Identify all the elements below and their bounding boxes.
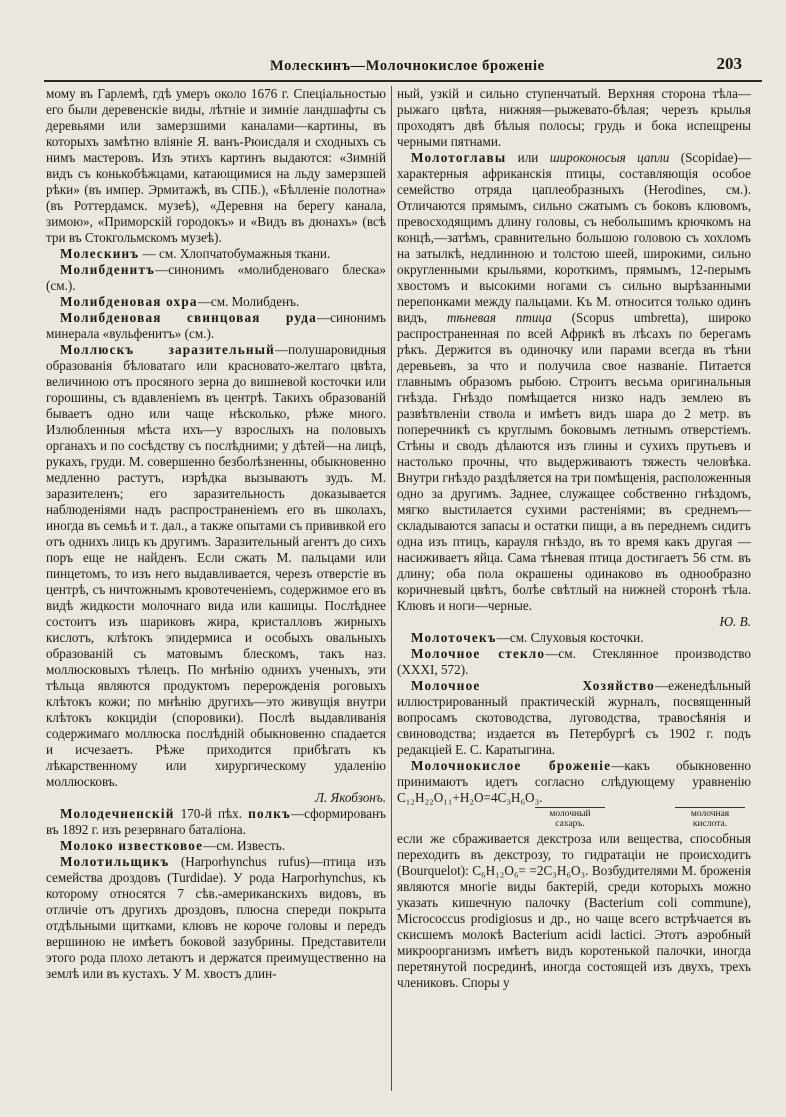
headword: Молочное стекло xyxy=(411,646,546,661)
entry-mollusk: Моллюскъ заразительный—полушаровидныя образованія бѣловатаго или красновато-желтаго цвѣта, величиною отъ просяного зерна до вишневой косточки или горошины, съ вдавленіемъ въ центрѣ. Такихъ образованій бываетъ одно или чаще нѣсколько, рѣже много. Излюбленныя мѣста ихъ—у взрослыхъ на половыхъ органахъ и по сосѣдству съ послѣдними; у дѣтей—на лицѣ, рукахъ, груди. М. совершенно безболѣзненны, обыкновенно медленно растутъ, изрѣдка вызываютъ зудъ. М. заразителенъ; его заразительность доказывается наблюденіями надъ распространеніемъ его въ школахъ, иногда въ семьѣ и т. дал., а также опытами съ прививкой его отъ однихъ лицъ къ другимъ. Заразительный агентъ до сихъ поръ еще не найденъ. Если сжать М. пальцами или пинцетомъ, то изъ него выдавливается, черезъ отверстіе въ центрѣ, съ ничтожнымъ кровотеченіемъ, содержимое его въ видѣ жидкости молочнаго вида или кашицы. Послѣднее состоитъ изъ шариковъ жира, кристалловъ жирныхъ кислотъ, клѣтокъ эпидермиса и особыхъ овальныхъ образованій съ матовымъ блескомъ, такъ наз. моллюсковыхъ тѣлецъ. По мнѣнію однихъ ученыхъ, эти тѣльца являются продуктомъ перерожденія роговыхъ клѣтокъ кожи; по мнѣнію другихъ—это живущія внутри клѣтокъ кокцидіи (споровики). Послѣ выдавливанія содержимаго моллюска послѣдній обыкновенно спадается и исчезаетъ. Рѣже приходится прибѣгать къ лѣкарственному или хирургическому удаленію моллюсковъ. Л. Якобзонъ. xyxy=(46,342,386,805)
headword: Молочное Хозяйство xyxy=(411,678,655,693)
headword: Молибденитъ xyxy=(60,262,156,277)
right-column xyxy=(397,86,751,991)
entry-molotochek: Молоточекъ—см. Слуховыя косточки. xyxy=(411,630,644,645)
author-signature: Л. Якобзонъ. xyxy=(315,790,386,805)
headword: Молибденовая охра xyxy=(60,294,198,309)
entry-molochnoe-steklo: Молочное стекло—см. Стеклянное производство (XXXI, 572). xyxy=(397,646,751,677)
entry-molochnokisloe-brozhenie: Молочнокислое броженіе—какъ обыкновенно принимаютъ идетъ согласно слѣдующему уравненію C₁₂H₂₂O₁₁+H₂O=4C₃H₆O₃. xyxy=(397,758,751,805)
headword: Молибденовая свинцовая руда xyxy=(60,310,317,325)
column-divider xyxy=(391,86,392,1091)
headword: Молодечненскій xyxy=(60,806,175,821)
headword: Молоко известковое xyxy=(60,838,204,853)
entry-moleskin: Молескинъ — см. Хлопчатобумажныя ткани. xyxy=(60,246,331,261)
formula-label-sugar: молочный сахаръ. xyxy=(535,807,605,829)
entry-molibdenovaya-ochra: Молибденовая охра—см. Молибденъ. xyxy=(60,294,300,309)
entry-molotilshchik: Молотильщикъ (Harporhynchus rufus)—птица изъ семейства дроздовъ (Turdidae). У рода Harporhynchus, къ которому относятся 7 сѣв.-американскихъ видовъ, въ отличіе отъ другихъ дроздовъ, плюсна спереди покрыта отдѣльными щитками, клювъ не короче головы и передъ вершиною не имѣетъ боковой зазубрины. Представители этого рода плохо летаютъ и держатся преимущественно на землѣ или въ кустахъ. У М. хвостъ длин- xyxy=(46,854,386,981)
entry-molodechnenskiy: Молодечненскій 170-й пѣх. полкъ—сформированъ въ 1892 г. изъ резервнаго баталіона. xyxy=(46,806,386,837)
header-rule xyxy=(44,80,762,82)
entry-moloko: Молоко известковое—см. Известь. xyxy=(60,838,286,853)
entry-molotoglavy: Молотоглавы или широконосыя цапли (Scopidae)—характерныя африканскія птицы, составляющія особое семейство отряда цаплеобразныхъ (Herodines, см.). Отличаются прямымъ, сильно сжатымъ съ боковъ клювомъ, превосходящимъ длину головы, съ небольшимъ крючкомъ на концѣ,—затѣмъ, сравнительно большою головою съ хохломъ на затылкѣ, недлинною и толстою шеей, широкими, сильно округленными крыльями, короткимъ, прямымъ, 12-перымъ хвостомъ и высокими ногами съ сильно вырѣзанными перепонками между пальцами. Къ М. относится только одинъ видъ, тѣневая птица (Scopus umbretta), широко распространенная по всей Африкѣ въ лѣсахъ по берегамъ рѣкъ. Держится въ одиночку или парами всегда въ тѣни деревьевъ, за что и получила свое названіе. Питается главнымъ образомъ рыбою. Строитъ весьма оригинальныя гнѣзда. Гнѣздо помѣщается низко надъ землею въ развѣтвленіи ствола и имѣетъ видъ шара до 2 метр. въ поперечникѣ съ круглымъ боковымъ летнымъ отверстіемъ. Стѣны и сводъ дѣлаются изъ глины и сухихъ прутьевъ и настолько прочны, что выдерживаютъ тяжесть человѣка. Внутри гнѣздо раздѣляется на три помѣщенія, расположенныя одно за другимъ. Заднее, служащее собственно гнѣздомъ, мягко выстилается сухими растеніями; въ среднемъ—складываются запасы и остатки пищи, а въ переднемъ сидитъ одна изъ птицъ, карауля гнѣздо, въ то время какъ другая — насиживаетъ яйца. Сама тѣневая птица достигаетъ 56 стм. въ длину; оба пола окрашены одинаково въ однообразно коричневый цвѣтъ, болѣе свѣтлый на нижней сторонѣ тѣла. Клювъ и ноги—черные. Ю. В. xyxy=(397,150,752,629)
formula-label-acid: молочная кислота. xyxy=(675,807,745,829)
entry-molochnoe-hozyaystvo: Молочное Хозяйство—еженедѣльный иллюстрированный практическій журналъ, посвященный вопросамъ скотоводства, луговодства, травосѣянія и свиноводства; издается въ Петербургѣ съ 1902 г. подъ редакціей Е. С. Каратыгина. xyxy=(397,678,751,757)
formula-labels xyxy=(397,807,751,829)
headword: Молотоглавы xyxy=(411,150,507,165)
entry-molibdenit: Молибденитъ—синонимъ «молибденоваго блеска» (см.). xyxy=(46,262,386,293)
page-number: 203 xyxy=(716,54,742,73)
author-signature: Ю. В. xyxy=(719,614,751,629)
headword: Молотильщикъ xyxy=(60,854,170,869)
headword: Моллюскъ заразительный xyxy=(60,342,275,357)
entry-continuation: ный, узкій и сильно ступенчатый. Верхняя сторона тѣла—рыжаго цвѣта, нижняя—рыжевато-бѣлая; черезъ крылья проходятъ двѣ бѣлыя полосы; грудь и бока испещрены черными пятнами. xyxy=(397,86,751,149)
entry-molibdenovaya-ruda: Молибденовая свинцовая руда—синонимъ минерала «вульфенитъ» (см.). xyxy=(46,310,386,341)
entry-brozhenie-continued: если же сбраживается декстроза или вещества, способныя переходить въ декстрозу, то гидратаціи не происходитъ (Bourquelot): C₆H₁₂O₆= =2C₃H₆O₃. Возбудителями М. броженія являются многіе виды бактерій, среди которыхъ можно указать кишечную палочку (Bacterium coli commune), Micrococcus prodigiosus и др., но чаще всего встрѣчается въ скисшемъ молокѣ Bacterium acidi lactici. Этотъ аэробный микроорганизмъ имѣетъ видъ коротенькой палочки, иногда перетянутой посрединѣ, иногда состоящей изъ двухъ, трехъ члениковъ. Споры у xyxy=(397,831,751,990)
headword: Молочнокислое броженіе xyxy=(411,758,612,773)
page-header xyxy=(44,54,744,82)
left-column xyxy=(46,86,386,982)
headword: Молескинъ xyxy=(60,246,140,261)
headword: Молоточекъ xyxy=(411,630,497,645)
running-title: Молескинъ—Молочнокислое броженіе xyxy=(270,58,545,74)
entry-continuation: мому въ Гарлемѣ, гдѣ умеръ около 1676 г. Спеціальностью его были деревенскіе виды, лѣтніе и зимніе ландшафты съ деревьями или замерзшими каналами—картины, въ которыхъ замѣтно вліяніе Я. ванъ-Рюисдаля и сходныхъ съ нимъ мастеровъ. Изъ этихъ картинъ выдаются: «Зимній видъ съ конькобѣжцами, катающимися на льду замерзшей рѣки» (въ импер. Эрмитажѣ, въ СПБ.), «Бѣлленіе полотна» (въ Роттердамск. музеѣ), «Деревня на берегу канала, зимою», «Приморскій городокъ» и «Видъ въ дюнахъ» (всѣ три въ Стокгольмскомъ музеѣ). xyxy=(46,86,386,245)
